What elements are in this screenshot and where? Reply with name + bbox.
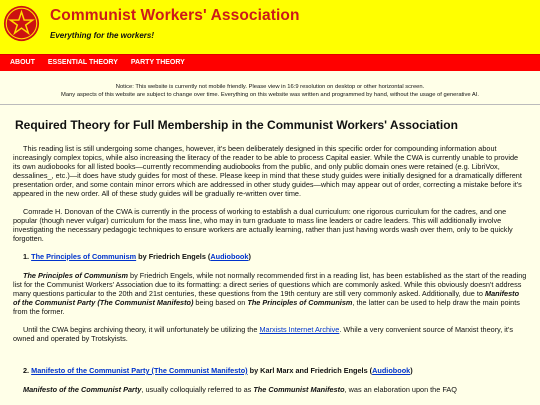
book-title: The Principles of Communism (247, 298, 353, 307)
nav-item-party-theory[interactable]: PARTY THEORY (130, 59, 185, 66)
text-span: , was an elaboration upon the FAQ (344, 385, 457, 394)
communist-manifesto-link[interactable]: Manifesto of the Communist Party (The Communist Manifesto) (31, 366, 248, 375)
reading-item-1-paragraph-1 (13, 271, 527, 316)
site-tagline: Everything for the workers! (50, 31, 155, 40)
audiobook-link[interactable]: Audiobook (372, 366, 411, 375)
text-span: being based on (193, 298, 248, 307)
nav-item-essential-theory[interactable]: ESSENTIAL THEORY (47, 59, 118, 66)
main-content (0, 118, 540, 394)
notice-line-2: Many aspects of this website are subject to change over time. Everything on this website was written and programmed by hand, without the usage of generative AI. (61, 92, 479, 98)
reading-item-author: by Karl Marx and Friedrich Engels ( (247, 366, 373, 375)
book-title: Manifesto of the Communist Party (23, 385, 142, 394)
reading-item-2-heading (23, 366, 527, 375)
notice-line-1: Notice: This website is currently not mobile friendly. Please view in 16:9 resolution on desktop or other horizontal screen. (115, 84, 425, 90)
audiobook-link[interactable]: Audiobook (210, 252, 249, 261)
book-title: The Principles of Communism (23, 271, 129, 280)
nav-item-about[interactable]: ABOUT (10, 59, 35, 66)
marxists-internet-archive-link[interactable]: Marxists Internet Archive (259, 325, 340, 334)
text-span: , the latter can be used to help draw the main points from the former. (13, 298, 520, 316)
page-title: Required Theory for Full Membership in the Communist Workers' Association (15, 118, 458, 132)
text-span: Until the CWA begins archiving theory, it will unfortunately be utilizing the (23, 325, 260, 334)
reading-item-1-paragraph-2 (13, 325, 527, 343)
principles-of-communism-link[interactable]: The Principles of Communism (31, 252, 137, 261)
red-star-logo-icon[interactable] (3, 5, 40, 42)
text-span: , usually colloquially referred to as (141, 385, 254, 394)
reading-item-number: 1. (23, 252, 30, 261)
paren-close: ) (410, 366, 413, 375)
book-title: Manifesto of the Communist Party (The Communist Manifesto) (13, 289, 520, 307)
paren-close: ) (248, 252, 251, 261)
reading-item-number: 2. (23, 366, 30, 375)
text-span: . While a very convenient source of Marxist theory, it's owned and operated by Trotskyists. (13, 325, 513, 343)
intro-paragraph-2: Comrade H. Donovan of the CWA is currently in the process of working to establish a dual curriculum: one rigorous curriculum for the cadres, and one popular (though never vulgar) curriculum for the mass line, who may in turn graduate to mass line leaders or cadre leaders. This will additionally involve investigating the necessary pedagogic techniques to ensure workers are actually learning, rather than just having words wash over them, only to be quickly forgotten. (13, 207, 513, 243)
text-span: by Friedrich Engels, while not normally recommended first in a reading list, has been established as the start of the reading list for the Communist Workers' Association due to its formatting: a direct series of questions which are commonly asked. While this obviously doesn't address many questions particular to the 20th and 21st centuries, these questions from the 19th century are still very commonly asked. Additionally, due to (13, 271, 527, 298)
site-header (0, 0, 540, 54)
reading-item-author: by Friedrich Engels ( (136, 252, 211, 261)
main-nav (0, 54, 540, 71)
book-title: The Communist Manifesto (253, 385, 345, 394)
reading-item-2-paragraph-1 (13, 385, 527, 394)
intro-paragraph-1: This reading list is still undergoing some changes, however, it's been deliberately designed in this specific order for compounding information about increasingly complex topics, while also increasing the literacy of the reader to be able to process Capital easier. While the CWA is currently unable to provide its own audiobooks for all listed books—currently recommending audiobooks from the public, and only public domain ones were retained (e.g. LibriVox, dessalines_, etc.)—it does have study guides for most of these. Please keep in mind that these study guides were initially designed for a dramatically different presentation order, and some contain minor errors which are addressed in other study guides—which may appear out of order, correcting a mistake before it's appeared in the new order. All of these study guides will be gradually re-written over time. (13, 144, 522, 198)
reading-item-1-heading (23, 252, 527, 261)
site-notice (0, 71, 540, 105)
site-title[interactable]: Communist Workers' Association (50, 7, 300, 24)
spacer (13, 352, 527, 366)
